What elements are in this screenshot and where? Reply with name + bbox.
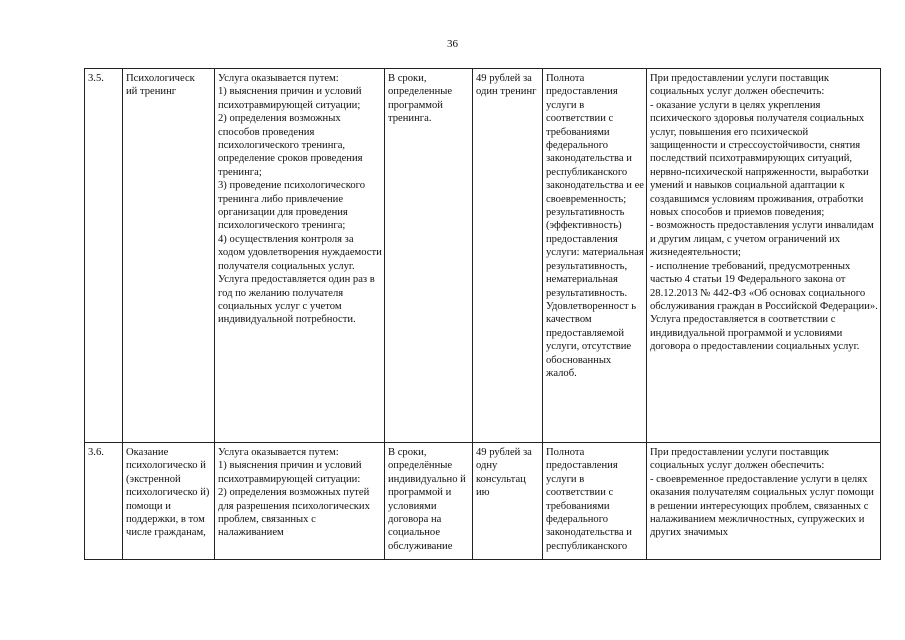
row-number: 3.6. (85, 443, 123, 560)
service-description: Услуга оказывается путем: 1) выяснения причин и условий психотравмирующей ситуации: 2) определения возможных путей для разрешения психологических проблем, связанных с налаживанием (215, 443, 385, 560)
service-conditions: При предоставлении услуги поставщик социальных услуг должен обеспечить: - своевременное предоставление услуги в целях оказания получателям социальных услуг помощи в решении интересующих проблем, связанных с налаживанием межличностных, супружеских и других значимых (647, 443, 881, 560)
table-row (85, 443, 881, 560)
service-price: 49 рублей за одну консультац ию (473, 443, 543, 560)
page-number: 36 (447, 38, 458, 50)
service-term: В сроки, определенные программой тренинга. (385, 69, 473, 443)
service-quality: Полнота предоставления услуги в соответствии с требованиями федерального законодательства и республиканского законодательства и ее своевременность; результативность (эффективность) предоставления услуги: материальная результативность, нематериальная результативность. Удовлетворенност ь качеством предоставляемой услуги, отсутствие обоснованных жалоб. (543, 69, 647, 443)
service-quality: Полнота предоставления услуги в соответствии с требованиями федерального законодательства и республиканского (543, 443, 647, 560)
service-name: Оказание психологическо й (экстренной психологическо й) помощи и поддержки, в том числе гражданам, (123, 443, 215, 560)
service-name: Психологическ ий тренинг (123, 69, 215, 443)
row-number: 3.5. (85, 69, 123, 443)
service-conditions: При предоставлении услуги поставщик социальных услуг должен обеспечить: - оказание услуги в целях укрепления психического здоровья получателя социальных услуг, повышения его психической защищенности и стрессоустойчивости, снятия последствий психотравмирующих ситуаций, нервно-психической напряженности, выработки умений и навыков социальной адаптации к создавшимся условиям проживания, отработки новых способов и приемов поведения; - возможность предоставления услуги инвалидам и другим лицам, с учетом ограничений их жизнедеятельности; - исполнение требований, предусмотренных частью 4 статьи 19 Федерального закона от 28.12.2013 № 442-ФЗ «Об основах социального обслуживания граждан в Российской Федерации». Услуга предоставляется в соответствии с индивидуальной программой и условиями договора о предоставлении социальных услуг. (647, 69, 881, 443)
service-description: Услуга оказывается путем: 1) выяснения причин и условий психотравмирующей ситуации; 2) определения возможных способов проведения психологического тренинга, определение сроков проведения тренинга; 3) проведение психологического тренинга либо привлечение организации для проведения психологического тренинга; 4) осуществления контроля за ходом удовлетворения нуждаемости получателя социальных услуг. Услуга предоставляется один раз в год по желанию получателя социальных услуг с учетом индивидуальной потребности. (215, 69, 385, 443)
table-row (85, 69, 881, 443)
service-price: 49 рублей за один тренинг (473, 69, 543, 443)
services-table (84, 68, 881, 560)
service-term: В сроки, определённые индивидуально й программой и условиями договора на социальное обслуживание (385, 443, 473, 560)
